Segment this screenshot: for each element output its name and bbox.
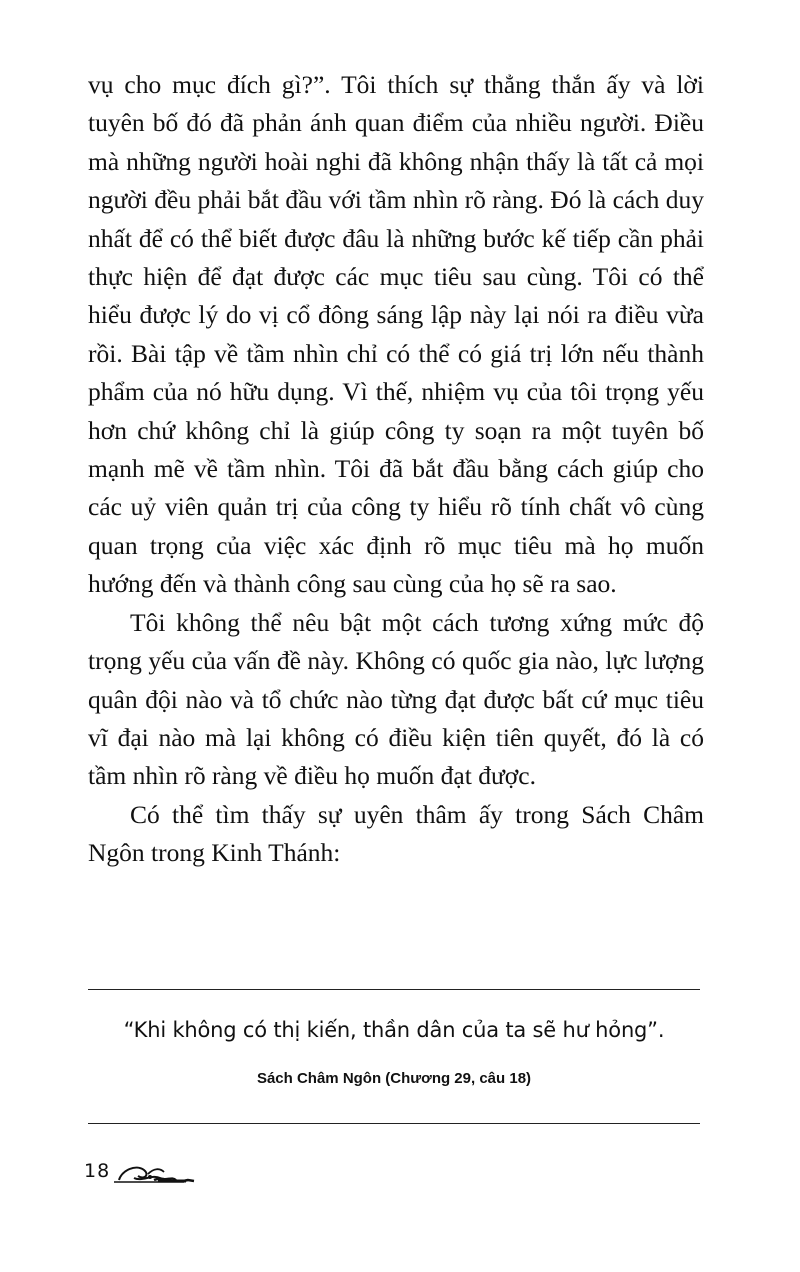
body-text bbox=[88, 66, 704, 873]
flourish-ornament-icon bbox=[114, 1150, 274, 1190]
page-number: 18 bbox=[84, 1160, 111, 1182]
quote-top-rule bbox=[88, 989, 700, 990]
quote-bottom-rule bbox=[88, 1123, 700, 1124]
page-footer bbox=[84, 1150, 304, 1194]
epigraph-quote: “Khi không có thị kiến, thần dân của ta sẽ hư hỏng”. bbox=[123, 1018, 665, 1042]
paragraph-continuation: vụ cho mục đích gì?”. Tôi thích sự thẳng thắn ấy và lời tuyên bố đó đã phản ánh quan điểm của nhiều người. Điều mà những người hoài nghi đã không nhận thấy là tất cả mọi người đều phải bắt đầu với tầm nhìn rõ ràng. Đó là cách duy nhất để có thể biết được đâu là những bước kế tiếp cần phải thực hiện để đạt được các mục tiêu sau cùng. Tôi có thể hiểu được lý do vị cổ đông sáng lập này lại nói ra điều vừa rồi. Bài tập về tầm nhìn chỉ có thể có giá trị lớn nếu thành phẩm của nó hữu dụng. Vì thế, nhiệm vụ của tôi trọng yếu hơn chứ không chỉ là giúp công ty soạn ra một tuyên bố mạnh mẽ về tầm nhìn. Tôi đã bắt đầu bằng cách giúp cho các uỷ viên quản trị của công ty hiểu rõ tính chất vô cùng quan trọng của việc xác định rõ mục tiêu mà họ muốn hướng đến và thành công sau cùng của họ sẽ ra sao. bbox=[88, 70, 704, 599]
quote-citation: Sách Châm Ngôn (Chương 29, câu 18) bbox=[256, 1070, 532, 1087]
paragraph: Tôi không thể nêu bật một cách tương xứng mức độ trọng yếu của vấn đề này. Không có quốc gia nào, lực lượng quân đội nào và tổ chức nào từng đạt được bất cứ mục tiêu vĩ đại nào mà lại không có điều kiện tiên quyết, đó là có tầm nhìn rõ ràng về điều họ muốn đạt được. bbox=[88, 607, 704, 791]
paragraph: Có thể tìm thấy sự uyên thâm ấy trong Sách Châm Ngôn trong Kinh Thánh: bbox=[88, 799, 704, 868]
